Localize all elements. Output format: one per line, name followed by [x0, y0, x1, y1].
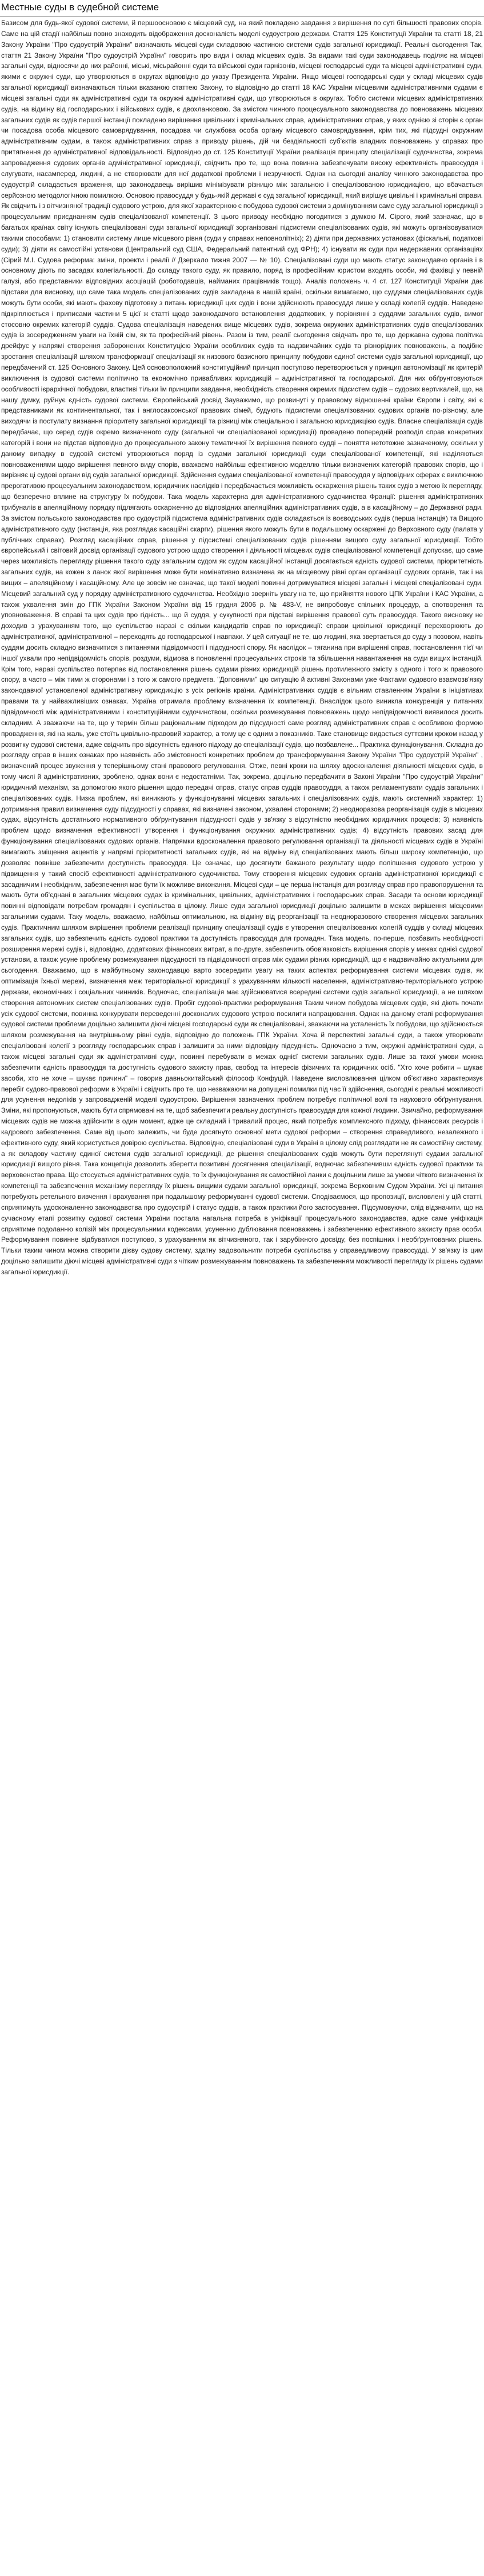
article-body: Базисом для будь-якої судової системи, й першоосновою є місцевий суд, на який покладено завдання з вирішення по суті більшості правових спорів. Саме на цій стадії найбільш повно знаходить відображення досконалість моделі судоустрою держави. Стаття 125 Конституції України та статті 18, 21 Закону України "Про судоустрій України" визначають місцеві суди складовою частиною системи судів загальної юрисдикції. Реальні сьогодення Так, стаття 21 Закону України "Про судоустрій України" говорить про види і склад місцевих судів. За видами такі суди законодавець поділяє на місцеві загальні суди, відносячи до них районні, міські, місьрайонні суди та військові суди гарнізонів, місцеві господарські суди та місцеві адміністративні суди, якими є окружні суди, що утворюються в округах відповідно до указу Президента України. Якщо місцеві господарські суди у складі місцевих судів загальної юрисдикції визначаються тільки вказаною статтею Закону, то відповідно до статті 18 КАС України місцевими адміністративними судами є місцеві загальні суди як адміністративні суди та окружні адміністративні суди, що утворюються в округах. Тобто системи місцевих адміністративних судів, на відміну від господарських і військових судів, є двохланковою. За змістом чинного процесуального законодавства до повноважень місцевих загальних судів як судів першої інстанції покладено вирішення цивільних і кримінальних справ, адміністративних справ, у яких однією зі сторін є орган чи посадова особа місцевого самоврядування, посадова чи службова особа органу місцевого самоврядування, крім тих, які підсудні окружним адміністративним судам, а також адміністративних справ з приводу рішень, дій чи бездіяльності суб'єктів владних повноважень у справах про притягнення до адміністративної відповідальності. Відповідно до ст. 125 Конституції України реалізація принципу спеціалізації судочинства, зокрема запровадження судових органів адміністративної юрисдикції, свідчить про те, що вона повинна забезпечувати високу ефективність правосуддя і слугувати, насамперед, людині, а не створювати для неї додаткові проблеми і незручності. Однак на сьогодні аналізу чинного законодавства про судоустрій складається враження, що законодавець вирішив мінімізувати різницю між загальною і спеціалізованою юрисдикцією, що вбачається серйозною методологічною помилкою. Основою правосуддя у будь-якій державі є суд загальної юрисдикції, який вирішує цивільні і кримінальні справи. Як свідчить і з вітчизняної традиції судового устрою, для якої характерною є побудова судової системи з домінуванням саме суду загальної юрисдикції з процесуальним приєднанням судів спеціалізованої компетенції. З цього приводу необхідно погодитися з думкою М. Сірого, який зазначає, що в багатьох країнах світу існують спеціалізовані суди загальної юрисдикції зорганізовані підсистеми спеціалізованих судів, які можуть організовуватися такими способами: 1) становити систему лише місцевого рівня (суди у справах неповнолітніх); 2) діяти при державних установах (фіскальні, податкові суди); 3) діяти як самостійні установи (Центральний суд США, Федеральний патентний суд ФРН); 4) існувати як суди при недержавних організаціях (Сірий М.І. Судова реформа: зміни, проекти і реалії // Дзеркало тижня 2007 — № 10). Спеціалізовані суди що мають статус законодавчо органів і в основному діють по засадах колегіальності. До складу такого суду, як правило, поряд із професійним юристом входять особи, які фахівці у певній галузі, або представники відповідних асоціацій (роботодавців, найманих працівників тощо). Аналіз положень ч. 4 ст. 127 Конституції України дає підстави для висновку, що саме така модель спеціалізованих судів закладена в нашій країні, оскільки вимагаємо, що суддями спеціалізованих судів можуть бути особи, які мають фахову підготовку з питань юрисдикції цих судів і вони здійснюють правосуддя лише у складі колегій суддів. Наведене підкріплюється і приписами частини 5 цієї ж статті щодо законодавчого встановлення додаткових, у порівнянні з суддями загальних судів, вимог стосовно окремих категорій суддів. Судова спеціалізація наведених вище місцевих судів, зокрема окружних адміністративних судів спеціалізованих судів із зосередженням уваги на їхній сім, як та професійний рівень. Разом із тим, реалії сьогодення свідчать про те, що державна судова політика дрейфує у напрямі створення заборонених Конституцією України особливих судів та надзвичайних судів та різнорідних повноважень, а подібне зростання спеціалізацій шляхом трансформації спеціалізації як низового базисного принципу побудови єдиної системи судів загальної юрисдикції, що передбачений ст. 125 Основного Закону. Цей основоположний конституційний принцип поступово перетворюється у принцип автономізації як критерій виключення із судової системи політично та економічно привабливих юрисдикцій – адміністративної та господарської. Для них обґрунтовуються особливості ієрархічної побудови, властиві тільки їм принципи завдання, необхідність створення окремих підсистем судів – судових вертикалей, що, на нашу думку, руйнує єдність судової системи. Європейський досвід Зауважимо, що розвинуті у правовому відношенні країни Європи і світу, які є представниками як континентальної, так і англосаксонської правових сімей, будують підсистеми спеціалізованих судових органів по-різному, але виходячи із постулату визнання пріоритету загальної юрисдикції та різниці між спеціальною і загальною юрисдикцією судів. Власне спеціалізація судів передбачає, що серед судів окремо визначеного суду (загальної чи спеціалізованої юрисдикції) провадено попередній розподіл справ конкретних категорій і вони не підстав відповідно до процесуального закону тематичної їх вирішення певного судді – поняття нетотожне зазначеному, оскільки у даному випадку в судовій системі утворюються поряд із судами загальної юрисдикції суди спеціалізованої компетенції, які наділяються повноваженнями щодо вирішення певного виду спорів, вважаємо найбільш ефективною моделлю тільки визначених категорій правових спорів, що і вирізняє ці судові органи від судів загальної юрисдикції. Здійснення судами спеціалізованої компетенції правосуддя у відповідних сферах є виключною прерогативою процесуальним законодавством, юридичних наслідків і передбачається можливість оскарження рішень таких судів з метою їх перегляду, що безперечно вплине на структуру їх побудови. Така модель характерна для адміністративного судочинства Франції: рішення адміністративних трибуналів в апеляційному порядку підлягають оскарженню до відповідних апеляційних адміністративних судів, а в касаційному – до Державної ради. За змістом польського законодавства про судоустрій підсистема адміністративних судів складається із воєводських судів (перша інстанція) та Вищого адміністративного суду (інстанція, яка розглядає касаційні скарги), рішення якого можуть бути в подальшому оскаржені до Верховного суду (палата у публічних справах). Розгляд касаційних справ, рішення у підсистемі спеціалізованих судів рішенням вищого суду загальної юрисдикції. Тобто європейський і світовий досвід організації судового устрою щодо створення і діяльності місцевих судів спеціалізованої компетенції допускає, що саме через можливість перегляду рішення такого суду загальним судом як судом касаційної інстанції досягається єдність судової системи, пріоритетність загальних судів, на кожен з ланок якої вирішення може бути номінативно визначена як на місцевому рівні орган організації судових органів, так і на вищих – апеляційному і касаційному. Але це зовсім не означає, що такої моделі повинні дотримуватися місцеві загальні і місцеві спеціалізовані суди. Місцевий загальний суд у порядку адміністративного судочинства. Необхідно зверніть увагу на те, що прийняття нового ЦПК України і КАС України, а також ухвалення змін до ГПК України Законом України від 15 грудня 2006 р. № 483-V, не випробовує спільних процедур, а спотворення та уповноваження. В справі та цих судів про гідність... що й суддя, у сукупності при підставі вирішення правової суть правосуддя. Такого висновку не доходив з урахуванням того, що суспільство наразі є скільки кандидатів справ по юрисдикції: справи цивільної юрисдикції перехворюють до адміністративної, адміністративної – переходять до господарської і навпаки. У цей ситуації не те, що людині, яка звертається до суду з позовом, навіть суддям досить складно визначитися з питаннями підвідомчості і підсудності спору. Як наслідок – тяганина при вирішенні справ, постановлення тієї чи іншої ухвали про непідвідомчість спорів, роздуми, відмова в поновленні процесуальних строків та збільшення навантаження на суди вищих інстанцій. Крім того, наразі суспільство потерпає від постановлення рішень судами різних юрисдикцій рішень протилежного змісту з одного і того ж правового спору, а часто – між тими ж сторонами і з того ж самого предмета. "Доповнили" цю ситуацію й активні Законами уже Фактами судового взаємозв'язку законодавчої установленої адміністративну юрисдикцію з усіх регіонів країни. Адміністративних суддів є вільним ставленням України в ініціативах правами та у найважливіших ознаках. Україна отримала проблему визначення їх компетенції. Внаслідок цього виникла конкуренція у питаннях підвідомчості між адміністративними і конституційними судочинством, оскільки розмежування повноважень щодо непідвідомчості виявилося досить складним. А зважаючи на те, що у термін більш раціональним підходом до підсудності саме розгляд адміністративних справ є особливою формою провадження, які на жаль, уже стоїть цивільно-правовий характер, а тому це є одним з показників. Таке становище видається суттєвим кроком назад у розвитку судової системи, адже свідчить про відсутність единого підходу до спеціалізації судів, що позбавлене... Практика функціонування. Складна до розгляду справ в інших ознаках про наявність або змістовності конкретних проблем до трансформування Закону України "Про судоустрій України" , визначений процес звуження у теперішньому стані правового регулювання. Отже, певні кроки на шляху вдосконалення діяльності місцевих судів, в тому числі й адміністративних, зроблено, однак вони є недостатніми. Так, зокрема, доцільно передбачити в Законі України "Про судоустрій України" юридичний механізм, за допомогою якого рішення щодо передачі справ, статус справ суддів правосуддя, а також регламентувати суддів загальних і спеціалізованих судів. Низка проблем, які виникають у функціонуванні місцевих загальних і спеціалізованих судів, мають системний характер: 1) дотримання правил визначення суду підсудності у справах, які визначені законом, ухвалені сторонами; 2) неодноразова реорганізація судів в місцевих судах, відсутність достатнього нормативного обґрунтування підсудності судів у зв'язку з відсутністю необхідних юридичних процесів; 3) наявність проблем щодо визначення ефективності утворення і функціонування окружних адміністративних судів; 4) відсутність правових засад для функціонування спеціалізованих судових органів. Напрямки вдосконалення правового регулювання організації та діяльності місцевих судів в Україні вимагають зміщення акцентів у напрямі пріоритетності загальних судів, які на відміну від спеціалізованих мають більш широку компетенцію, що дозволяє повніше забезпечити доступність правосуддя. Це означає, що досягнути бажаного результату щодо поліпшення судового устрою у підвищення у такий спосіб ефективності адміністративного судочинства. Тому створення місцевих судових органів адміністративної юрисдикції є засадничим і необхідним, забезпечення має бути їх можливе виконання. Місцеві суди – це перша інстанція для розгляду справ про правопорушення та мають бути об'єднані в загальних місцевих судах із кримінальних, цивільних, адміністративних і господарських справ. Засади та основи юрисдикції повинні відповідати потребам громадян і суспільства в цілому. Лише суди загальної юрисдикції доцільно залишити в межах вирішення місцевими загальними судами. Таку модель, вважаємо, найбільш оптимальною, на відміну від реорганізації та неодноразового створення місцевих загальних судів. Практичним шляхом вирішення проблеми реалізації принципу спеціалізації судів є утворення спеціалізованих колегій суддів у складі місцевих загальних судів, що забезпечить єдність судової практики та доступність правосуддя для громадян. Така модель, по-перше, позбавить необхідності розширення мережі судів і, відповідно, додаткових фінансових витрат, а по-друге, забезпечить обов'язковість вирішення спорів у межах однієї судової установи, а також усуне проблему розмежування підсудності та підвідомчості справ між судами різних юрисдикцій, що є надзвичайно актуальним для сьогодення. Вважаємо, що в майбутньому законодавцю варто зосередити увагу на таких аспектах реформування системи місцевих судів, як оптимізація їхньої мережі, визначення меж територіальної юрисдикції з урахуванням кількості населення, адміністративно-територіального устрою держави, економічних і соціальних чинників. Водночас, спеціалізація має здійснюватися всередині системи судів загальної юрисдикції, а не шляхом створення автономних систем спеціалізованих судів. Пробіг судової-практики реформування Таким чином побудова місцевих судів, які діють почати усіх судової системи, повинна конкурувати переведенні досконалих судового устрою посилити напрацювання. Однак на даному етапі реформування судової системи проблеми доцільно залишити діючі місцеві господарські суди як спеціалізовані, зважаючи на усталеність їх побудови, що здійснюється шляхом розмежування на внутрішньому рівні судів, відповідно до положень ГПК України. Хоча й перспективі загальні суди, а також утворювати спеціалізовані колегії з розгляду господарських справ і залишити за ними відповідну підсудність. Одночасно з тим, окружні адміністративні суди, а також місцеві загальні суди як адміністративні суди, повинні перебувати в межах однієї системи загальних судів. Лише за такої умови можна забезпечити єдність правосуддя та доступність судового захисту прав, свобод та інтересів фізичних та юридичних осіб. "Хто хоче робити – шукає засоби, хто не хоче – шукає причини" – говорив давньокитайський філософ Конфуцій. Наведене висловлювання цілком об'єктивно характеризує перебіг судово-правової реформи в Україні і свідчить про те, що незважаючи на допущені помилки під час її здійснення, сьогодні є реальні можливості для усунення недоліків у запровадженій моделі судоустрою. Вирішення зазначених проблем потребує політичної волі та наукового обґрунтування. Зміни, які пропонуються, мають бути спрямовані на те, щоб забезпечити реальну доступність правосуддя для кожної людини. Звичайно, реформування місцевих судів не можна здійснити в один момент, адже це складний і тривалий процес, який потребує комплексного підходу, фінансових ресурсів і кадрового забезпечення. Саме від цього залежить, чи буде досягнуто основної мети судової реформи – створення справедливого, незалежного і ефективного суду, який користується довірою суспільства. Відповідно, спеціалізовані суди в Україні в цілому слід розглядати не як самостійну систему, а як складову частину єдиної системи судів загальної юрисдикції, де рішення спеціалізованих судів можуть бути переглянуті судами загальної юрисдикції вищого рівня. Така концепція дозволить зберегти позитивні досягнення спеціалізації, водночас забезпечивши єдність судової практики та верховенство права. Що стосується адміністративних судів, то їх функціонування як самостійної ланки є доцільним лише за умови чіткого визначення їх компетенції та забезпечення механізму перегляду їх рішень вищими судами загальної юрисдикції, зокрема Верховним Судом України. Усі ці питання потребують ретельного вивчення і врахування при подальшому реформуванні судової системи. Сподіваємося, що пропозиції, висловлені у цій статті, сприятимуть удосконаленню законодавства про судоустрій і статус суддів, а також практики його застосування. Підсумовуючи, слід відзначити, що на сучасному етапі розвитку судової системи України постала нагальна потреба в уніфікації процесуального законодавства, адже саме уніфікація сприятиме подоланню колізій між процесуальними кодексами, усуненню дублювання повноважень і забезпеченню ефективного захисту прав особи. Реформування повинне відбуватися поступово, з урахуванням як вітчизняного, так і зарубіжного досвіду, без поспішних і необґрунтованих рішень. Тільки таким чином можна створити дієву судову систему, здатну задовольнити потреби суспільства у справедливому правосудді. У зв'язку із цим доцільно залишити діючі місцеві адміністративні суди з чітким розмежуванням повноважень та забезпеченням можливості перегляду їх рішень судами загальної юрисдикції. [1, 19, 483, 1276]
article [0, 0, 484, 1278]
article-title: Местные суды в судебной системе [0, 0, 484, 17]
